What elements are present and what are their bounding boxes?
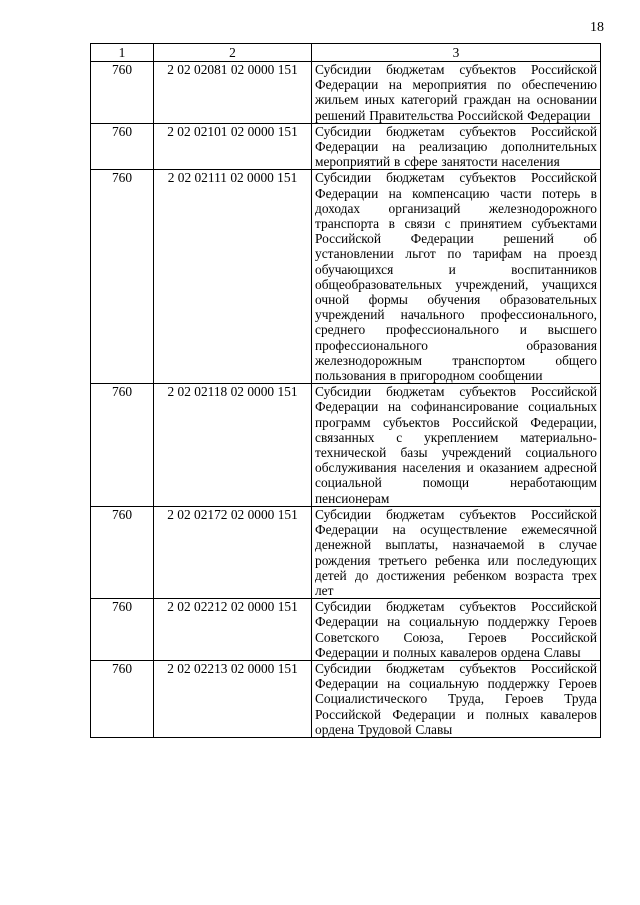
admin-code-cell: 760	[91, 170, 154, 384]
revenue-name-cell: Субсидии бюджетам субъектов Российской Федерации на осуществление ежемесячной денежной выплаты, назначаемой в случае рождения третьего ребенка или последующих детей до достижения ребенком возраста трех лет	[312, 506, 601, 598]
table-row	[91, 62, 601, 124]
kbk-code-cell: 2 02 02118 02 0000 151	[154, 384, 312, 507]
table-row	[91, 506, 601, 598]
column-header-3: 3	[312, 44, 601, 62]
table-header-row	[91, 44, 601, 62]
admin-code-cell: 760	[91, 384, 154, 507]
kbk-code-cell: 2 02 02111 02 0000 151	[154, 170, 312, 384]
page-number: 18	[590, 20, 604, 35]
admin-code-cell: 760	[91, 62, 154, 124]
admin-code-cell: 760	[91, 660, 154, 737]
table-row	[91, 599, 601, 661]
admin-code-cell: 760	[91, 599, 154, 661]
kbk-code-cell: 2 02 02212 02 0000 151	[154, 599, 312, 661]
kbk-code-cell: 2 02 02213 02 0000 151	[154, 660, 312, 737]
admin-code-cell: 760	[91, 506, 154, 598]
revenue-name-cell: Субсидии бюджетам субъектов Российской Федерации на социальную поддержку Героев Советского Союза, Героев Российской Федерации и полных кавалеров ордена Славы	[312, 599, 601, 661]
admin-code-cell: 760	[91, 123, 154, 170]
revenue-name-cell: Субсидии бюджетам субъектов Российской Федерации на мероприятия по обеспечению жильем иных категорий граждан на основании решений Правительства Российской Федерации	[312, 62, 601, 124]
column-header-1: 1	[91, 44, 154, 62]
revenue-name-cell: Субсидии бюджетам субъектов Российской Федерации на социальную поддержку Героев Социалистического Труда, Героев Труда Российской Федерации и полных кавалеров ордена Трудовой Славы	[312, 660, 601, 737]
revenue-name-cell: Субсидии бюджетам субъектов Российской Федерации на компенсацию части потерь в доходах организаций железнодорожного транспорта в связи с принятием субъектами Российской Федерации решений об установлении льгот по тарифам на проезд обучающихся и воспитанников общеобразовательных учреждений, учащихся очной формы обучения образовательных учреждений начального профессионального, среднего профессионального и высшего профессионального образования железнодорожным транспортом общего пользования в пригородном сообщении	[312, 170, 601, 384]
column-header-2: 2	[154, 44, 312, 62]
kbk-code-cell: 2 02 02081 02 0000 151	[154, 62, 312, 124]
budget-codes-table	[90, 43, 601, 738]
kbk-code-cell: 2 02 02101 02 0000 151	[154, 123, 312, 170]
table-row	[91, 660, 601, 737]
revenue-name-cell: Субсидии бюджетам субъектов Российской Федерации на реализацию дополнительных мероприятий в сфере занятости населения	[312, 123, 601, 170]
kbk-code-cell: 2 02 02172 02 0000 151	[154, 506, 312, 598]
table-row	[91, 170, 601, 384]
revenue-name-cell: Субсидии бюджетам субъектов Российской Федерации на софинансирование социальных программ субъектов Российской Федерации, связанных с укреплением материально-технической базы учреждений социального обслуживания населения и оказанием адресной социальной помощи неработающим пенсионерам	[312, 384, 601, 507]
table-row	[91, 123, 601, 170]
table-row	[91, 384, 601, 507]
